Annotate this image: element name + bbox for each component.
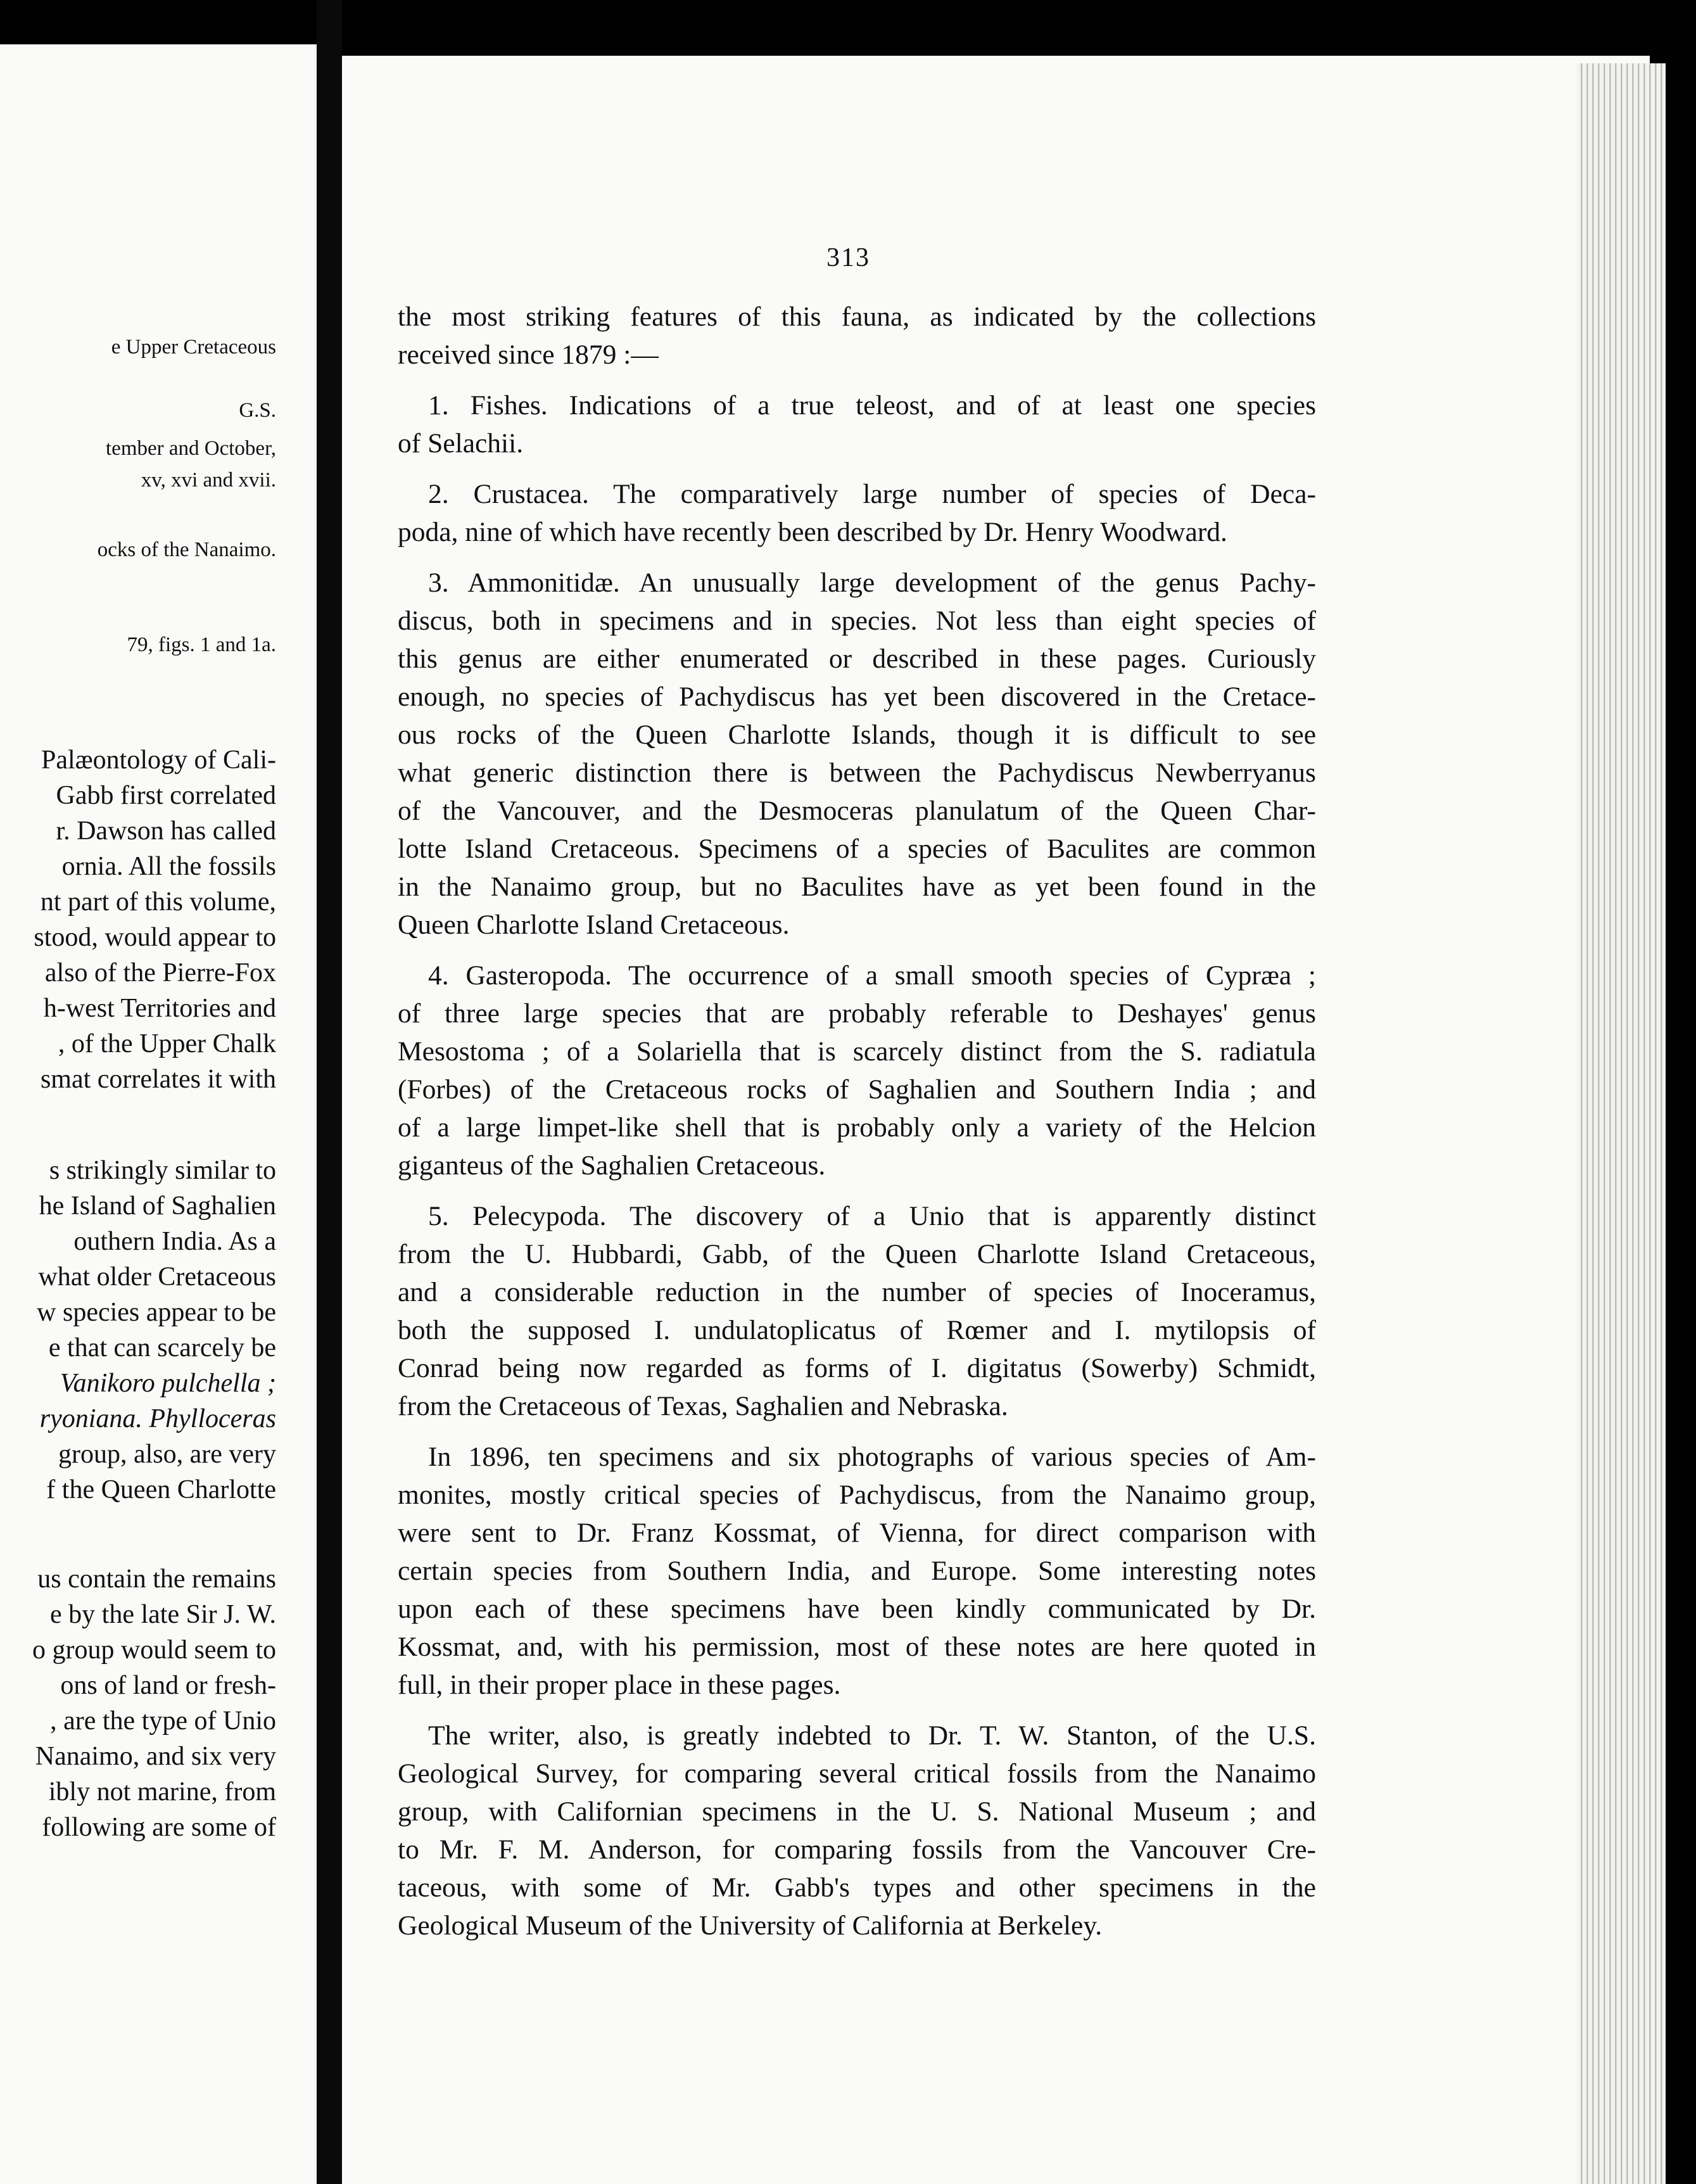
text-line: 5. Pelecypoda. The discovery of a Unio that is apparently distinct (428, 1201, 1316, 1231)
text-line: Geological Museum of the University of California at Berkeley. (398, 1910, 1103, 1941)
text-line: The writer, also, is greatly indebted to Dr. T. W. Stanton, of the U.S. (428, 1720, 1316, 1751)
left-line: outhern India. As a (73, 1227, 276, 1256)
left-line: G.S. (239, 399, 276, 422)
left-line: ryoniana. Phylloceras (39, 1404, 276, 1433)
left-line: Vanikoro pulchella ; (60, 1369, 276, 1398)
text-line: discus, both in specimens and in species. Not less than eight species of (398, 606, 1316, 636)
text-line: certain species from Southern India, and Europe. Some interesting notes (398, 1556, 1316, 1586)
left-line: Gabb first correlated (56, 781, 276, 810)
text-line: Kossmat, and, with his permission, most of these notes are here quoted in (398, 1632, 1316, 1662)
left-line: ornia. All the fossils (61, 852, 276, 881)
text-line: to Mr. F. M. Anderson, for comparing fossils from the Vancouver Cre- (398, 1834, 1316, 1865)
text-line: full, in their proper place in these pages. (398, 1670, 841, 1700)
left-line: r. Dawson has called (56, 816, 276, 846)
text-line: group, with Californian specimens in the U. S. National Museum ; and (398, 1796, 1316, 1827)
left-line: also of the Pierre-Fox (44, 958, 276, 987)
text-line: of a large limpet-like shell that is probably only a variety of the Helcion (398, 1112, 1316, 1143)
left-line: h-west Territories and (43, 994, 276, 1023)
left-line: w species appear to be (37, 1298, 276, 1327)
left-page (0, 44, 317, 2184)
text-line: (Forbes) of the Cretaceous rocks of Saghalien and Southern India ; and (398, 1074, 1316, 1105)
text-line: what generic distinction there is between the Pachydiscus Newberryanus (398, 758, 1316, 788)
text-line: Conrad being now regarded as forms of I. digitatus (Sowerby) Schmidt, (398, 1353, 1316, 1383)
left-line: s strikingly similar to (49, 1156, 276, 1185)
left-line: following are some of (42, 1813, 276, 1842)
text-line: received since 1879 :— (398, 340, 659, 370)
text-line: ous rocks of the Queen Charlotte Islands, though it is difficult to see (398, 720, 1316, 750)
text-line: both the supposed I. undulatoplicatus of Rœmer and I. mytilopsis of (398, 1315, 1316, 1345)
text-line: lotte Island Cretaceous. Specimens of a species of Baculites are common (398, 834, 1316, 864)
page-number: 313 (826, 243, 870, 272)
text-line: Geological Survey, for comparing several critical fossils from the Nanaimo (398, 1758, 1316, 1789)
text-line: poda, nine of which have recently been described by Dr. Henry Woodward. (398, 517, 1227, 547)
left-line: e by the late Sir J. W. (50, 1600, 276, 1629)
left-line: what older Cretaceous (38, 1262, 276, 1292)
left-line: o group would seem to (32, 1635, 276, 1665)
left-line: he Island of Saghalien (39, 1191, 276, 1221)
left-line: us contain the remains (37, 1565, 276, 1594)
text-line: and a considerable reduction in the number of species of Inoceramus, (398, 1277, 1316, 1307)
left-line: Palæontology of Cali- (41, 746, 276, 775)
left-line: ocks of the Nanaimo. (97, 538, 276, 561)
text-line: this genus are either enumerated or described in these pages. Curiously (398, 644, 1316, 674)
text-line: of the Vancouver, and the Desmoceras planulatum of the Queen Char- (398, 796, 1316, 826)
left-line: f the Queen Charlotte (46, 1475, 276, 1504)
page-edges (1577, 63, 1666, 2184)
left-line: stood, would appear to (34, 923, 276, 952)
book-gutter (317, 0, 342, 2184)
left-line: 79, figs. 1 and 1a. (127, 633, 276, 656)
text-line: of three large species that are probably referable to Deshayes' genus (398, 998, 1316, 1029)
text-line: 2. Crustacea. The comparatively large number of species of Deca- (428, 479, 1316, 509)
left-line: e Upper Cretaceous (111, 336, 276, 359)
text-line: in the Nanaimo group, but no Baculites have as yet been found in the (398, 872, 1316, 902)
left-line: Nanaimo, and six very (35, 1742, 276, 1771)
text-line: In 1896, ten specimens and six photographs of various species of Am- (428, 1442, 1316, 1472)
text-line: 4. Gasteropoda. The occurrence of a small smooth species of Cypræa ; (428, 960, 1316, 991)
left-line: e that can scarcely be (48, 1333, 276, 1362)
text-line: from the U. Hubbardi, Gabb, of the Queen Charlotte Island Cretaceous, (398, 1239, 1316, 1269)
text-line: monites, mostly critical species of Pachydiscus, from the Nanaimo group, (398, 1480, 1316, 1510)
left-line: group, also, are very (58, 1440, 276, 1469)
text-line: from the Cretaceous of Texas, Saghalien and Nebraska. (398, 1391, 1008, 1421)
text-line: enough, no species of Pachydiscus has yet been discovered in the Cretace- (398, 682, 1316, 712)
left-line: ons of land or fresh- (60, 1671, 276, 1700)
text-line: of Selachii. (398, 428, 524, 459)
left-line: ibly not marine, from (48, 1777, 276, 1806)
left-line: , are the type of Unio (50, 1706, 276, 1736)
text-line: upon each of these specimens have been kindly communicated by Dr. (398, 1594, 1316, 1624)
body-text (398, 298, 1316, 1945)
left-line: tember and October, (106, 437, 276, 460)
left-line: xv, xvi and xvii. (141, 469, 276, 492)
text-line: 3. Ammonitidæ. An unusually large development of the genus Pachy- (428, 568, 1316, 598)
text-line: 1. Fishes. Indications of a true teleost, and of at least one species (428, 390, 1316, 421)
text-line: the most striking features of this fauna, as indicated by the collections (398, 302, 1316, 332)
text-line: giganteus of the Saghalien Cretaceous. (398, 1150, 826, 1181)
text-line: taceous, with some of Mr. Gabb's types and other specimens in the (398, 1872, 1316, 1903)
text-line: Queen Charlotte Island Cretaceous. (398, 910, 790, 940)
left-line: , of the Upper Chalk (58, 1029, 276, 1058)
text-line: were sent to Dr. Franz Kossmat, of Vienna, for direct comparison with (398, 1518, 1316, 1548)
left-line: smat correlates it with (40, 1065, 276, 1094)
left-line: nt part of this volume, (40, 887, 276, 917)
text-line: Mesostoma ; of a Solariella that is scarcely distinct from the S. radiatula (398, 1036, 1316, 1067)
